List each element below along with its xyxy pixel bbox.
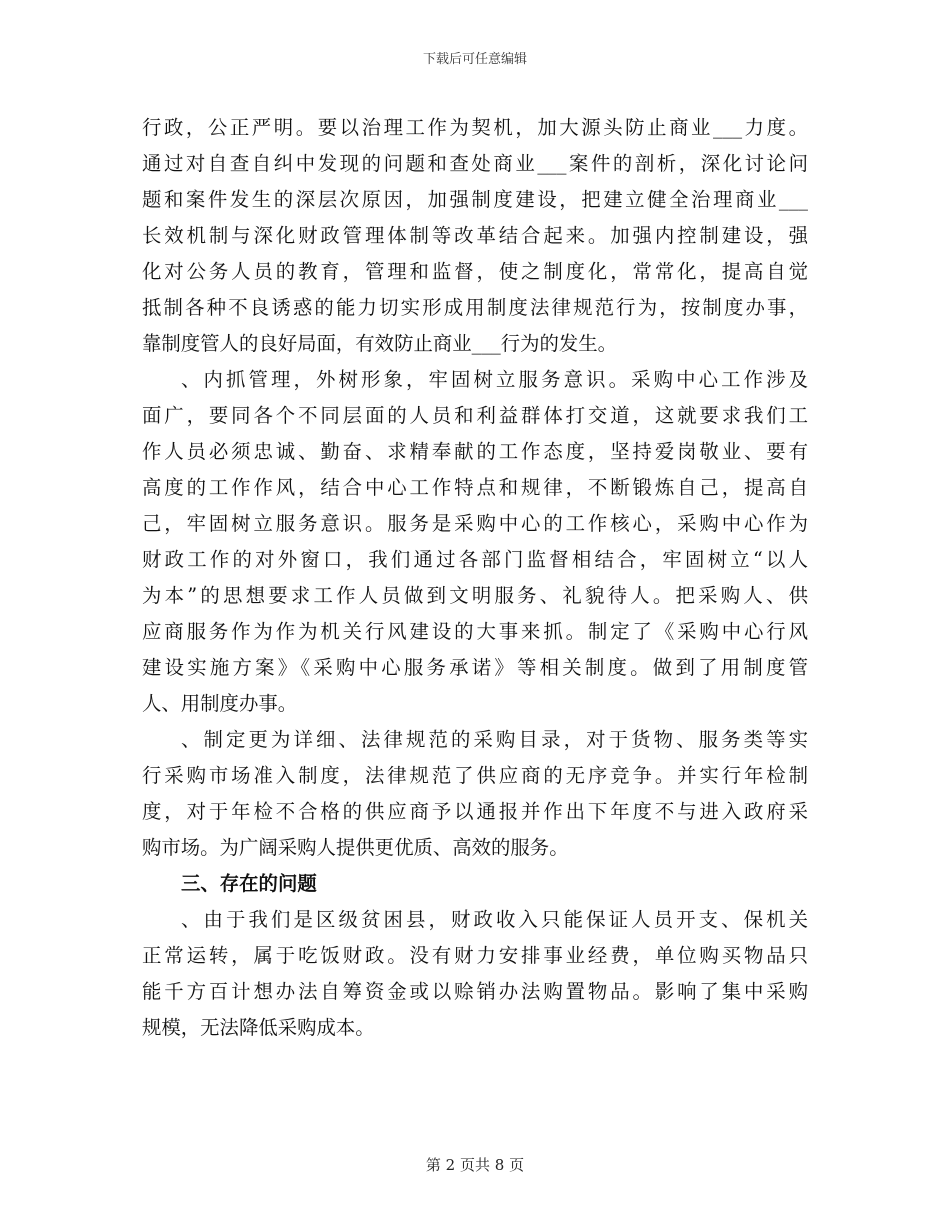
text-line: 人、用制度办事。 [142, 692, 298, 715]
text-line: 抵制各种不良诱惑的能力切实形成用制度法律规范行为，按制度办事， [142, 296, 808, 319]
text-line: 能千方百计想办法自筹资金或以赊销办法购置物品。影响了集中采购 [142, 980, 808, 1003]
text-line: 行采购市场准入制度，法律规范了供应商的无序竞争。并实行年检制 [142, 764, 808, 787]
text-line: 化对公务人员的教育，管理和监督，使之制度化，常常化，提高自觉 [142, 260, 808, 283]
text-line: 财政工作的对外窗口，我们通过各部门监督相结合，牢固树立“以人 [142, 548, 808, 571]
text-line: 通过对自查自纠中发现的问题和查处商业___案件的剖析，深化讨论问 [142, 152, 808, 175]
text-line: 作人员必须忠诚、勤奋、求精奉献的工作态度，坚持爱岗敬业、要有 [142, 440, 808, 463]
text-line: 应商服务作为作为机关行风建设的大事来抓。制定了《采购中心行风 [142, 620, 808, 643]
text-line: 规模，无法降低采购成本。 [142, 1016, 375, 1039]
text-line: 度，对于年检不合格的供应商予以通报并作出下年度不与进入政府采 [142, 800, 808, 823]
text-line: 、内抓管理，外树形象，牢固树立服务意识。采购中心工作涉及 [181, 368, 808, 391]
page-footer: 第 2 页共 8 页 [425, 1156, 525, 1174]
text-line: 建设实施方案》《采购中心服务承诺》等相关制度。做到了用制度管 [142, 656, 808, 679]
text-line: 行政，公正严明。要以治理工作为契机，加大源头防止商业___力度。 [142, 116, 808, 139]
text-line: 、由于我们是区级贫困县，财政收入只能保证人员开支、保机关 [181, 908, 808, 931]
text-line: 、制定更为详细、法律规范的采购目录，对于货物、服务类等实 [181, 728, 808, 751]
text-line: 己，牢固树立服务意识。服务是采购中心的工作核心，采购中心作为 [142, 512, 808, 535]
text-line: 正常运转，属于吃饭财政。没有财力安排事业经费，单位购买物品只 [142, 944, 808, 967]
text-line: 面广，要同各个不同层面的人员和利益群体打交道，这就要求我们工 [142, 404, 808, 427]
page-header: 下载后可任意编辑 [422, 52, 527, 67]
section-heading: 三、存在的问题 [181, 872, 317, 895]
text-line: 长效机制与深化财政管理体制等改革结合起来。加强内控制建设，强 [142, 224, 808, 247]
text-line: 购市场。为广阔采购人提供更优质、高效的服务。 [142, 836, 569, 859]
text-line: 高度的工作作风，结合中心工作特点和规律，不断锻炼自己，提高自 [142, 476, 808, 499]
text-line: 为本”的思想要求工作人员做到文明服务、礼貌待人。把采购人、供 [142, 584, 808, 607]
text-line: 题和案件发生的深层次原因，加强制度建设，把建立健全治理商业___ [142, 188, 808, 211]
document-body [142, 110, 808, 1046]
text-line: 靠制度管人的良好局面，有效防止商业___行为的发生。 [142, 332, 618, 355]
